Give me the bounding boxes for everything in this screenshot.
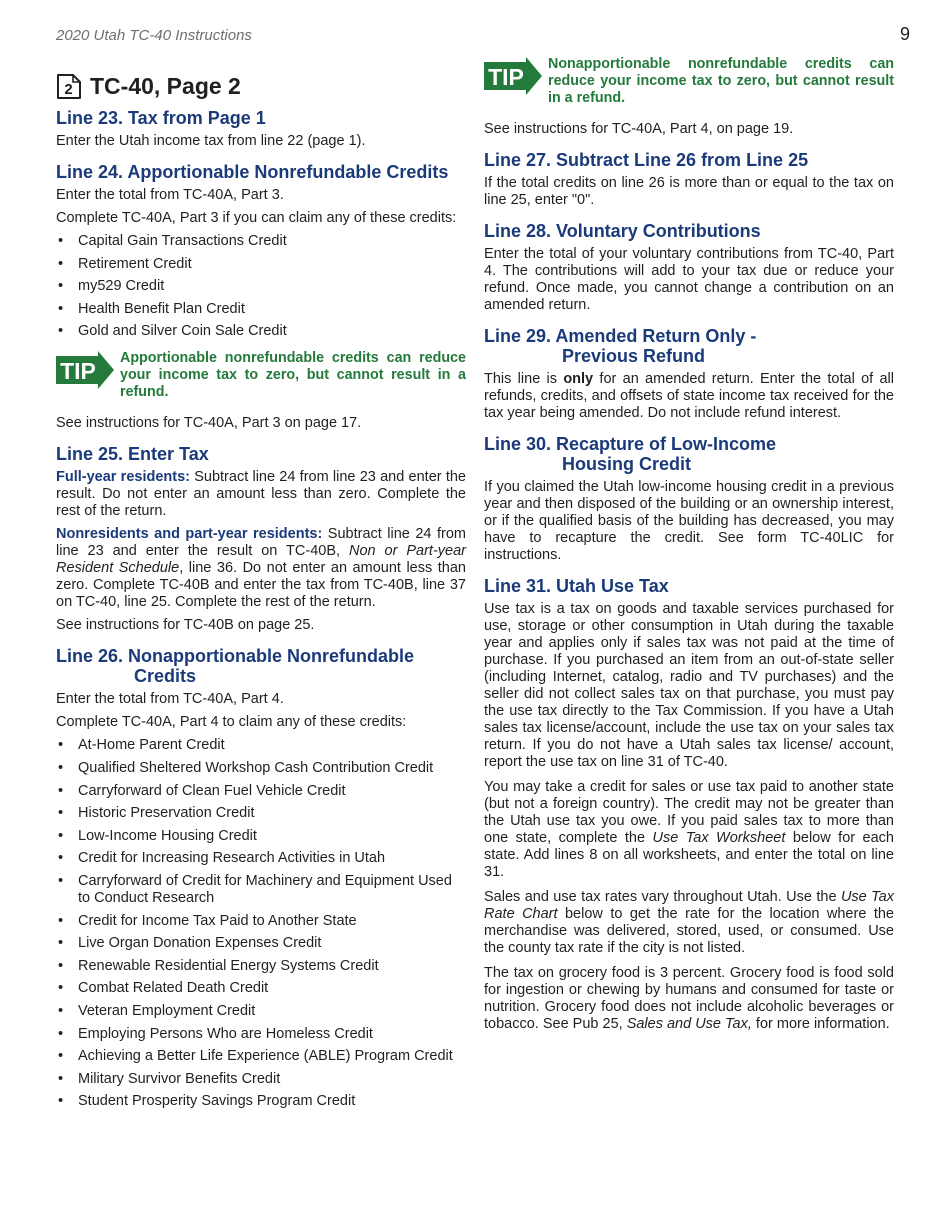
line-26-text-1: Enter the total from TC-40A, Part 4. (56, 691, 284, 708)
line-31-heading: Line 31. Utah Use Tax (484, 576, 669, 596)
line-27-heading: Line 27. Subtract Line 26 from Line 25 (484, 150, 809, 170)
tip-box (484, 56, 894, 107)
line-31-paragraph-1: Use tax is a tax on goods and taxable services purchased for use, storage or other consumption in Utah during the taxable year and applies only if sales tax was not paid at the time of purchase. If you purchased an item from an out-of-state seller (including Internet, catalog, radio and TV purchases) and the seller did not collect sales tax on that purchase, you must pay the use tax directly to the Tax Commission. If you have a Utah sales tax license/account, include the use tax on your sales tax return. If you do not have a Utah sales tax license/ account, report the use tax on line 31 of TC-40. (484, 601, 894, 770)
line-25-heading: Line 25. Enter Tax (56, 444, 209, 465)
list-item: • Veteran Employment Credit (56, 1003, 466, 1020)
list-item: • Employing Persons Who are Homeless Credit (56, 1026, 466, 1043)
right-column (484, 52, 894, 1039)
line-24-see: See instructions for TC-40A, Part 3 on page 17. (56, 415, 362, 432)
line-29-emphasis: only (563, 371, 594, 387)
p4-text-a: The tax on grocery food is 3 percent. Grocery food is food sold for ingestion or chewing by humans and consumed for taste or nutrition. Grocery food does not include alcoholic beverages or tobacco. See Pub 25, (484, 965, 894, 1032)
list-item: • Health Benefit Plan Credit (56, 301, 466, 318)
p3-text-a: Sales and use tax rates vary throughout Utah. Use the (484, 889, 841, 905)
schedule-name: Non or Part-year Resident Schedule (56, 543, 466, 577)
left-column (56, 52, 466, 1116)
line-27-text: If the total credits on line 26 is more than or equal to the tax on line 25, enter "0". (484, 175, 894, 208)
line-28-text: Enter the total of your voluntary contributions from TC-40, Part 4. The contributions will add to your tax due or reduce your refund. Once made, you cannot change a contribution on an amended return. (484, 246, 894, 313)
line-25-see: See instructions for TC-40B on page 25. (56, 617, 315, 634)
tip-arrow-icon (484, 57, 542, 95)
page-title (56, 73, 466, 100)
list-item: • Live Organ Donation Expenses Credit (56, 935, 466, 952)
list-item: • Credit for Increasing Research Activities in Utah (56, 850, 466, 867)
tip-text: Nonapportionable nonrefundable credits can reduce your income tax to zero, but cannot result in a refund. (548, 56, 894, 106)
list-item: • Carryforward of Credit for Machinery and Equipment Used to Conduct Research (56, 873, 466, 907)
line-31-paragraph-2 (484, 779, 894, 881)
line-30-text: If you claimed the Utah low-income housing credit in a previous year and then disposed of the building or an ownership interest, or if the qualified basis of the building has decreased, you may have to recapture the credit. See form TC-40LIC for instructions. (484, 479, 894, 563)
full-year-lead: Full-year residents: (56, 469, 190, 486)
page-icon-number: 2 (64, 81, 73, 98)
page-number: 9 (900, 24, 911, 44)
p2-text-b: below for each state. Add lines 8 on all worksheets, and enter the total on line 31. (484, 830, 894, 880)
line-25-nonresidents (56, 526, 466, 611)
line-29-heading-1: Line 29. Amended Return Only - (484, 326, 757, 346)
line-31-paragraph-4 (484, 965, 894, 1033)
line-29-text-b: for an amended return. Enter the total of all refunds, credits, and offsets of state income tax received for the tax year being amended. Do not include refund interest. (484, 371, 894, 421)
line-30-heading-1: Line 30. Recapture of Low-Income (484, 434, 777, 454)
line-31-paragraph-3 (484, 889, 894, 957)
running-header: 2020 Utah TC-40 Instructions (56, 27, 252, 44)
list-item: • Capital Gain Transactions Credit (56, 233, 466, 250)
line-26-heading-2: Credits (134, 666, 197, 687)
line-24-text-1: Enter the total from TC-40A, Part 3. (56, 187, 284, 203)
nonresidents-lead: Nonresidents and part-year residents: (56, 526, 323, 543)
line-23-text: Enter the Utah income tax from line 22 (page 1). (56, 133, 366, 149)
page-2-icon (56, 73, 82, 100)
p3-text-b: below to get the rate for the location where the merchandise was delivered, stored, used, or consumed. Use the county tax rate if the city is not listed. (484, 906, 894, 956)
line-30-heading (484, 434, 894, 474)
tip-box (56, 350, 466, 401)
list-item: • Qualified Sheltered Workshop Cash Contribution Credit (56, 760, 466, 777)
tip-arrow-icon (56, 351, 114, 389)
list-item: • At-Home Parent Credit (56, 737, 466, 754)
list-item: • Carryforward of Clean Fuel Vehicle Credit (56, 783, 466, 800)
line-24-credit-list (56, 233, 466, 340)
use-tax-rate-chart-ref: Use Tax Rate Chart (484, 889, 894, 922)
line-26-heading-1: Line 26. Nonapportionable Nonrefundable (56, 646, 415, 667)
line-26-credit-list (56, 737, 466, 1110)
list-item: • my529 Credit (56, 278, 466, 295)
page-title-text: TC-40, Page 2 (90, 73, 241, 99)
tip-text: Apportionable nonrefundable credits can reduce your income tax to zero, but cannot result in a refund. (120, 350, 466, 401)
line-29-text-a: This line is (484, 371, 564, 387)
list-item: • Student Prosperity Savings Program Credit (56, 1093, 466, 1110)
line-28-heading: Line 28. Voluntary Contributions (484, 221, 761, 241)
list-item: • Historic Preservation Credit (56, 805, 466, 822)
line-29-heading (484, 326, 894, 366)
pub-25-ref: Sales and Use Tax, (626, 1016, 752, 1032)
list-item: • Renewable Residential Energy Systems Credit (56, 958, 466, 975)
line-30-heading-2: Housing Credit (562, 454, 691, 474)
list-item: • Credit for Income Tax Paid to Another State (56, 913, 466, 930)
nonresidents-text: Subtract line 24 from line 23 and enter the result on TC-40B, (56, 526, 466, 560)
nonresidents-text-2: , line 36. Do not enter an amount less than zero. Complete TC-40B and enter the tax from TC-40B, line 37 on TC-40, line 25. Complete the rest of the return. (56, 560, 466, 611)
list-item: • Gold and Silver Coin Sale Credit (56, 323, 466, 340)
line-24-heading: Line 24. Apportionable Nonrefundable Credits (56, 162, 449, 182)
line-26-heading (56, 646, 466, 686)
line-26-text-2: Complete TC-40A, Part 4 to claim any of these credits: (56, 714, 407, 731)
p4-text-b: for more information. (751, 1016, 890, 1032)
tip-label: TIP (60, 358, 96, 385)
line-29-text (484, 371, 894, 422)
p2-text-a: You may take a credit for sales or use tax paid to another state (but not a foreign country). The credit may not be greater than the Utah use tax you owe. If you paid sales tax to more than one state, complete the (484, 779, 894, 846)
tip-label: TIP (488, 64, 524, 90)
line-26-see: See instructions for TC-40A, Part 4, on page 19. (484, 121, 794, 137)
list-item: • Combat Related Death Credit (56, 980, 466, 997)
list-item: • Low-Income Housing Credit (56, 828, 466, 845)
line-29-heading-2: Previous Refund (562, 346, 706, 366)
list-item: • Retirement Credit (56, 256, 466, 273)
list-item: • Achieving a Better Life Experience (ABLE) Program Credit (56, 1048, 466, 1065)
use-tax-worksheet-ref: Use Tax Worksheet (652, 830, 786, 846)
list-item: • Military Survivor Benefits Credit (56, 1071, 466, 1088)
line-23-heading: Line 23. Tax from Page 1 (56, 108, 266, 128)
line-25-full-year (56, 469, 466, 520)
line-24-text-2: Complete TC-40A, Part 3 if you can claim any of these credits: (56, 210, 457, 226)
full-year-text: Subtract line 24 from line 23 and enter the result. Do not enter an amount less than zero. Complete the rest of the return. (56, 469, 466, 520)
